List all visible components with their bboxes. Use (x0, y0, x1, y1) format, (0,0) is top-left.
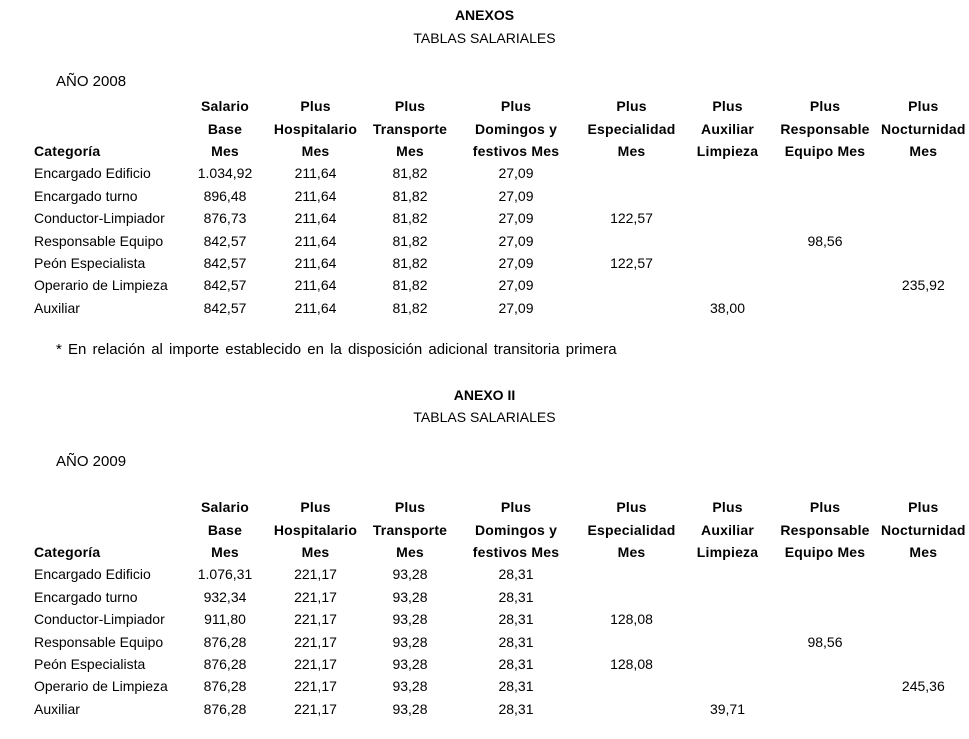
salary-table-2009 (31, 496, 966, 720)
value-cell (769, 252, 881, 274)
category-cell: Encargado Edificio (34, 165, 151, 182)
column-header-cell: Mes (617, 543, 646, 560)
value-cell: 211,64 (294, 187, 337, 204)
table-row (31, 653, 966, 675)
value-cell (686, 608, 769, 630)
value-cell: 211,64 (294, 232, 337, 249)
value-cell: 876,28 (203, 700, 247, 717)
column-header-cell: Plus (712, 98, 743, 115)
column-header-cell: Plus (616, 98, 647, 115)
value-cell: 93,28 (392, 678, 428, 695)
category-cell: Encargado turno (34, 187, 138, 204)
value-cell: 876,73 (203, 210, 247, 227)
table-row (31, 698, 966, 720)
table-row (31, 630, 966, 652)
column-header-cell: Mes (396, 142, 424, 159)
category-cell: Responsable Equipo (34, 232, 164, 249)
value-cell (881, 608, 966, 630)
category-cell: Conductor-Limpiador (34, 611, 165, 628)
category-cell: Peón Especialista (34, 254, 146, 271)
annex2-subtitle: TABLAS SALARIALES (413, 409, 556, 425)
value-cell (769, 586, 881, 608)
value-cell: 221,17 (294, 611, 337, 628)
value-cell: 27,09 (498, 165, 534, 182)
value-cell (881, 297, 966, 319)
value-cell: 27,09 (498, 254, 534, 271)
value-cell: 93,28 (392, 566, 428, 583)
value-cell: 98,56 (807, 633, 843, 650)
category-cell: Encargado Edificio (34, 566, 151, 583)
column-header-cell: Hospitalario (273, 120, 358, 137)
value-cell: 211,64 (294, 254, 337, 271)
column-header-cell: Plus (616, 499, 647, 516)
value-cell (577, 297, 686, 319)
table-row (31, 162, 966, 184)
table-header-row (31, 117, 966, 139)
value-cell (769, 563, 881, 585)
value-cell: 81,82 (392, 232, 428, 249)
value-cell: 93,28 (392, 611, 428, 628)
value-cell (577, 274, 686, 296)
value-cell (881, 653, 966, 675)
value-cell: 28,31 (498, 700, 534, 717)
column-header-cell: Categoría (34, 543, 101, 560)
value-cell: 876,28 (203, 678, 247, 695)
column-header-cell: Categoría (34, 142, 101, 159)
table-row (31, 229, 966, 251)
salary-table-2008 (31, 95, 966, 319)
value-cell: 211,64 (294, 210, 337, 227)
value-cell: 896,48 (203, 187, 247, 204)
column-header-cell: Nocturnidad (881, 521, 966, 538)
column-header-cell: Salario (200, 98, 250, 115)
value-cell (686, 563, 769, 585)
value-cell: 39,71 (709, 700, 746, 717)
value-cell: 27,09 (498, 299, 534, 316)
value-cell (769, 274, 881, 296)
category-cell: Auxiliar (34, 299, 80, 316)
value-cell (769, 162, 881, 184)
table-row (31, 586, 966, 608)
column-header-cell: Plus (908, 98, 939, 115)
table-row (31, 207, 966, 229)
value-cell: 93,28 (392, 633, 428, 650)
value-cell: 932,34 (203, 588, 247, 605)
column-header-cell: Plus (300, 98, 331, 115)
value-cell (881, 185, 966, 207)
value-cell: 128,08 (610, 611, 653, 628)
value-cell: 128,08 (610, 655, 653, 672)
table-header-row (31, 95, 966, 117)
value-cell (686, 274, 769, 296)
value-cell: 876,28 (203, 655, 247, 672)
table-row (31, 185, 966, 207)
annex1-subtitle: TABLAS SALARIALES (413, 30, 556, 46)
value-cell: 211,64 (294, 277, 337, 294)
table-header-row (31, 496, 966, 518)
column-header-cell (31, 496, 184, 518)
column-header-cell: Mes (396, 543, 424, 560)
value-cell: 245,36 (901, 678, 945, 695)
value-cell (577, 563, 686, 585)
column-header-cell: Hospitalario (273, 521, 358, 538)
value-cell: 211,64 (294, 299, 337, 316)
value-cell (577, 698, 686, 720)
column-header-cell: Plus (394, 98, 426, 115)
value-cell (769, 297, 881, 319)
column-header-cell: Plus (500, 499, 532, 516)
value-cell (769, 207, 881, 229)
value-cell: 81,82 (392, 165, 428, 182)
value-cell: 842,57 (203, 299, 247, 316)
annex2-year: AÑO 2009 (56, 453, 127, 470)
value-cell (577, 162, 686, 184)
annex1-year: AÑO 2008 (56, 73, 127, 90)
column-header-cell: Mes (211, 142, 239, 159)
column-header-cell: Plus (809, 499, 841, 516)
value-cell: 93,28 (392, 588, 428, 605)
category-cell: Conductor-Limpiador (34, 210, 165, 227)
value-cell (686, 653, 769, 675)
column-header-cell: Domingos y (474, 120, 558, 137)
value-cell: 221,17 (294, 633, 337, 650)
value-cell (769, 653, 881, 675)
value-cell: 81,82 (392, 210, 428, 227)
value-cell: 28,31 (498, 588, 534, 605)
column-header-cell: Mes (301, 543, 330, 560)
category-cell: Encargado turno (34, 588, 138, 605)
value-cell (686, 630, 769, 652)
annex1-note: * En relación al importe establecido en la disposición adicional transitoria primera (56, 341, 617, 358)
column-header-cell: Mes (909, 543, 938, 560)
column-header-cell: Responsable (780, 120, 870, 137)
column-header-cell: Equipo Mes (784, 142, 866, 159)
category-cell: Peón Especialista (34, 655, 146, 672)
column-header-cell (31, 518, 184, 540)
value-cell: 28,31 (498, 655, 534, 672)
table-row (31, 252, 966, 274)
column-header-cell: Salario (200, 499, 250, 516)
value-cell (881, 563, 966, 585)
column-header-cell: Plus (809, 98, 841, 115)
value-cell: 93,28 (392, 655, 428, 672)
column-header-cell: Mes (211, 543, 239, 560)
column-header-cell: Transporte (372, 120, 448, 137)
value-cell (577, 630, 686, 652)
value-cell (577, 586, 686, 608)
value-cell: 122,57 (610, 210, 653, 227)
value-cell: 38,00 (709, 299, 746, 316)
column-header-cell: Transporte (372, 521, 448, 538)
column-header-cell: Nocturnidad (881, 120, 966, 137)
category-cell: Responsable Equipo (34, 633, 164, 650)
value-cell: 876,28 (203, 633, 247, 650)
value-cell: 211,64 (294, 165, 337, 182)
column-header-cell: Base (207, 120, 243, 137)
value-cell (881, 698, 966, 720)
value-cell (686, 586, 769, 608)
column-header-cell: Equipo Mes (784, 543, 866, 560)
value-cell (686, 675, 769, 697)
column-header-cell: Auxiliar (701, 120, 754, 137)
table-header-row (31, 541, 966, 563)
value-cell: 221,17 (294, 655, 337, 672)
value-cell (686, 185, 769, 207)
column-header-cell: Mes (909, 142, 938, 159)
table-row (31, 608, 966, 630)
value-cell: 81,82 (392, 277, 428, 294)
annex1-title: ANEXOS (454, 7, 515, 23)
value-cell: 122,57 (610, 254, 653, 271)
value-cell (881, 162, 966, 184)
value-cell (881, 207, 966, 229)
table-header-row (31, 518, 966, 540)
value-cell: 28,31 (498, 633, 534, 650)
value-cell (881, 252, 966, 274)
column-header-cell: festivos Mes (472, 142, 560, 159)
value-cell (577, 229, 686, 251)
category-cell: Operario de Limpieza (34, 678, 168, 695)
table-row (31, 274, 966, 296)
value-cell: 235,92 (901, 277, 945, 294)
column-header-cell: Limpieza (696, 142, 759, 159)
column-header-cell: Responsable (780, 521, 870, 538)
value-cell: 1.076,31 (197, 566, 253, 583)
table-row (31, 675, 966, 697)
value-cell: 221,17 (294, 588, 337, 605)
value-cell: 98,56 (807, 232, 843, 249)
value-cell: 27,09 (498, 277, 534, 294)
column-header-cell (31, 95, 184, 117)
value-cell: 911,80 (204, 611, 246, 628)
column-header-cell: Limpieza (696, 543, 759, 560)
value-cell: 28,31 (498, 678, 534, 695)
category-cell: Auxiliar (34, 700, 80, 717)
column-header-cell: Plus (394, 499, 426, 516)
value-cell (769, 608, 881, 630)
value-cell (769, 698, 881, 720)
value-cell: 1.034,92 (197, 165, 253, 182)
value-cell (686, 207, 769, 229)
annex2-title: ANEXO II (453, 387, 516, 403)
value-cell (881, 630, 966, 652)
value-cell (881, 586, 966, 608)
value-cell (881, 229, 966, 251)
value-cell: 28,31 (498, 566, 534, 583)
value-cell (769, 185, 881, 207)
category-cell: Operario de Limpieza (34, 277, 168, 294)
value-cell: 842,57 (203, 277, 247, 294)
column-header-cell: Plus (712, 499, 743, 516)
column-header-cell: festivos Mes (472, 543, 560, 560)
value-cell: 221,17 (294, 566, 337, 583)
value-cell (577, 675, 686, 697)
value-cell: 27,09 (498, 210, 534, 227)
table-header-row (31, 140, 966, 162)
column-header-cell: Especialidad (587, 521, 676, 538)
table-row (31, 297, 966, 319)
column-header-cell: Plus (908, 499, 939, 516)
column-header-cell: Auxiliar (701, 521, 754, 538)
value-cell (686, 252, 769, 274)
value-cell (577, 185, 686, 207)
column-header-cell: Mes (301, 142, 330, 159)
value-cell: 842,57 (203, 232, 247, 249)
value-cell: 93,28 (392, 700, 428, 717)
column-header-cell: Plus (500, 98, 532, 115)
table-row (31, 563, 966, 585)
value-cell (686, 162, 769, 184)
column-header-cell: Plus (300, 499, 331, 516)
column-header-cell: Base (207, 521, 243, 538)
column-header-cell: Mes (617, 142, 646, 159)
value-cell: 81,82 (392, 187, 428, 204)
value-cell: 81,82 (392, 299, 428, 316)
value-cell: 27,09 (498, 232, 534, 249)
column-header-cell (31, 117, 184, 139)
value-cell: 842,57 (203, 254, 247, 271)
value-cell (769, 675, 881, 697)
value-cell: 221,17 (294, 678, 337, 695)
value-cell: 27,09 (498, 187, 534, 204)
column-header-cell: Especialidad (587, 120, 676, 137)
value-cell: 81,82 (392, 254, 428, 271)
value-cell: 221,17 (294, 700, 337, 717)
value-cell: 28,31 (498, 611, 534, 628)
column-header-cell: Domingos y (474, 521, 558, 538)
value-cell (686, 229, 769, 251)
